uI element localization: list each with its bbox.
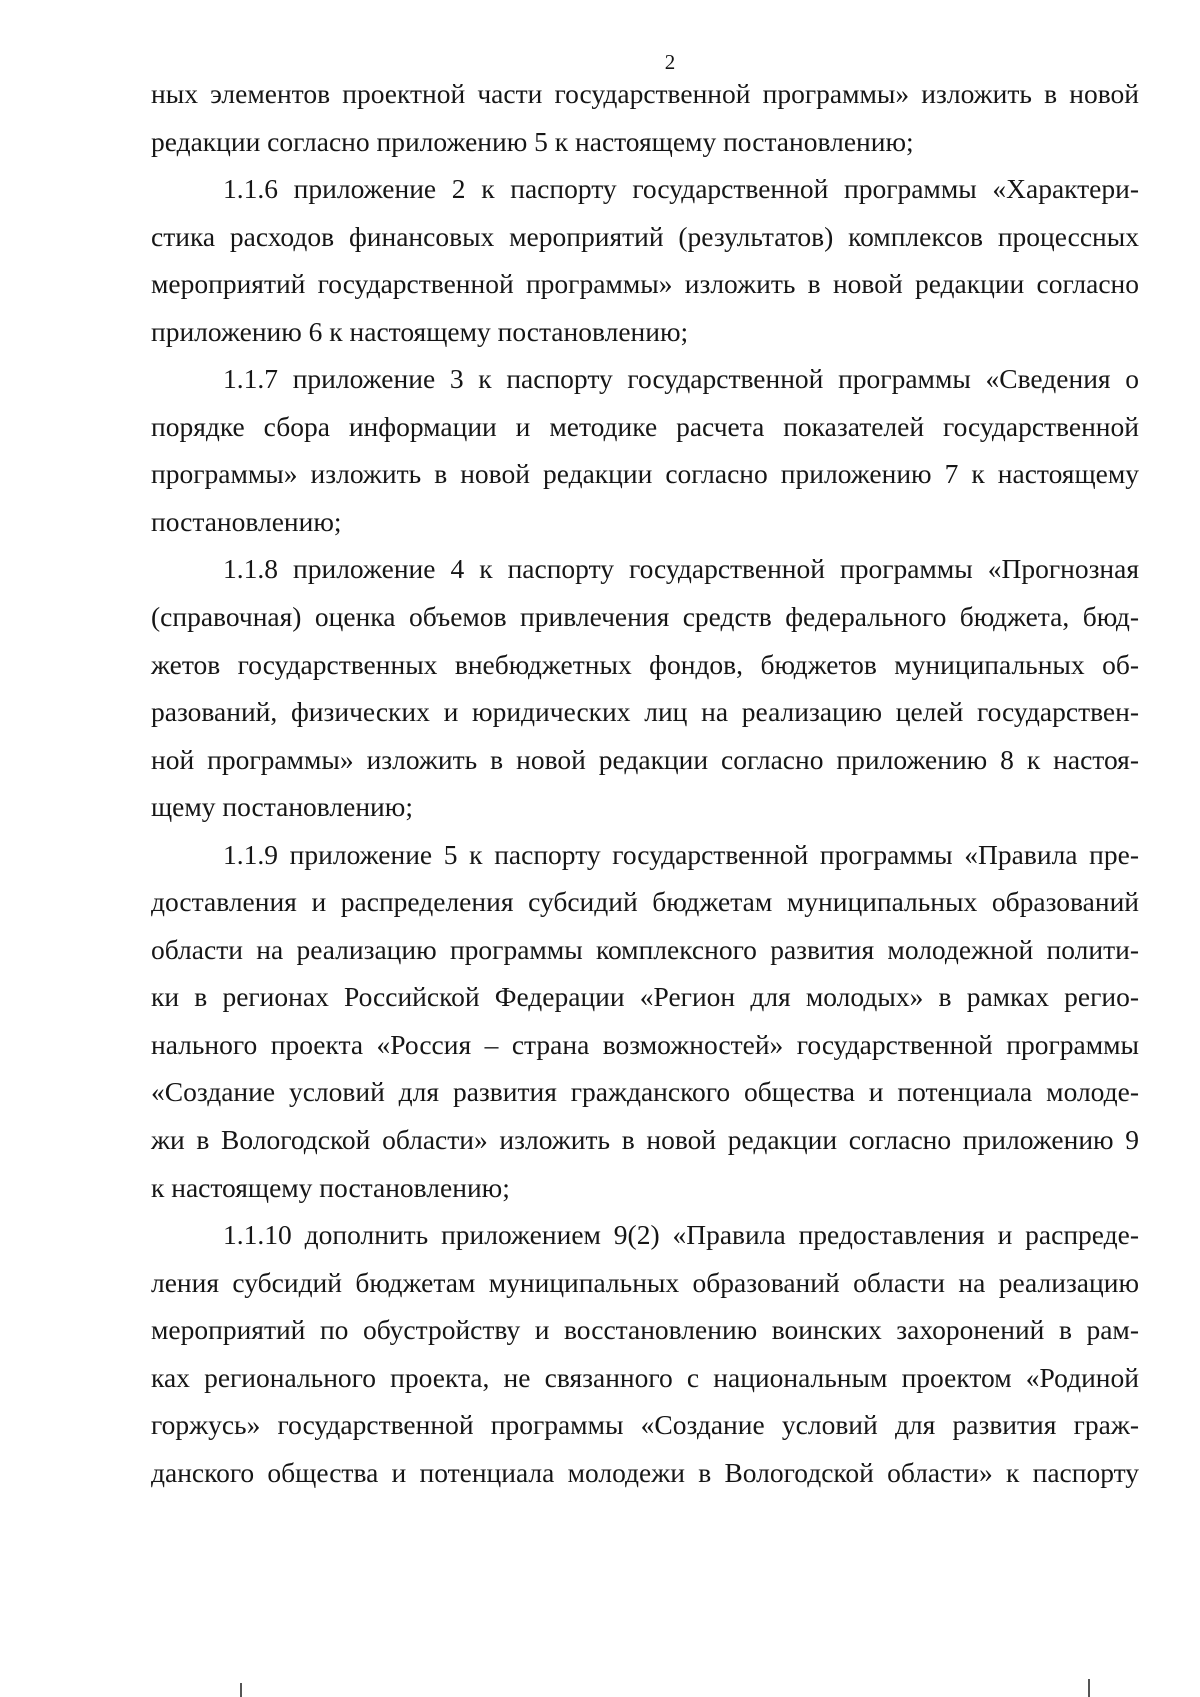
paragraph-first-line: 1.1.7 приложение 3 к паспорту государственной программы «Сведения о xyxy=(223,363,1139,395)
text-line: стика расходов финансовых мероприятий (результатов) комплексов процессных xyxy=(151,220,1139,252)
text-line: данского общества и потенциала молодежи в Вологодской области» к паспорту xyxy=(151,1456,1139,1488)
text-line: мероприятий по обустройству и восстановлению воинских захоронений в рам- xyxy=(151,1314,1139,1346)
text-line: к настоящему постановлению; xyxy=(151,1171,510,1203)
text-line: щему постановлению; xyxy=(151,791,413,823)
page-number: 2 xyxy=(664,50,676,74)
scan-mark xyxy=(240,1683,242,1697)
text-line: доставления и распределения субсидий бюджетам муниципальных образований xyxy=(151,886,1139,918)
document-body xyxy=(151,70,1139,1496)
text-line: горжусь» государственной программы «Создание условий для развития граж- xyxy=(151,1409,1139,1441)
paragraph-first-line: 1.1.8 приложение 4 к паспорту государственной программы «Прогнозная xyxy=(223,553,1139,585)
text-line: мероприятий государственной программы» изложить в новой редакции согласно xyxy=(151,268,1139,300)
scan-mark xyxy=(1088,1679,1090,1697)
text-line: жетов государственных внебюджетных фондов, бюджетов муниципальных об- xyxy=(151,648,1139,680)
paragraph-first-line: 1.1.10 дополнить приложением 9(2) «Правила предоставления и распреде- xyxy=(223,1219,1139,1251)
text-line: постановлению; xyxy=(151,505,342,537)
text-line: ках регионального проекта, не связанного с национальным проектом «Родиной xyxy=(151,1361,1139,1393)
paragraph-first-line: 1.1.6 приложение 2 к паспорту государственной программы «Характери- xyxy=(223,173,1139,205)
text-line: (справочная) оценка объемов привлечения средств федерального бюджета, бюд- xyxy=(151,601,1139,633)
text-line: области на реализацию программы комплексного развития молодежной полити- xyxy=(151,933,1139,965)
text-line: жи в Вологодской области» изложить в новой редакции согласно приложению 9 xyxy=(151,1124,1139,1156)
paragraph-first-line: 1.1.9 приложение 5 к паспорту государственной программы «Правила пре- xyxy=(223,838,1139,870)
text-line: ной программы» изложить в новой редакции согласно приложению 8 к настоя- xyxy=(151,743,1139,775)
text-line: ления субсидий бюджетам муниципальных образований области на реализацию xyxy=(151,1266,1139,1298)
text-line: ки в регионах Российской Федерации «Регион для молодых» в рамках регио- xyxy=(151,981,1139,1013)
text-line: редакции согласно приложению 5 к настоящему постановлению; xyxy=(151,125,914,157)
text-line: «Создание условий для развития гражданского общества и потенциала молоде- xyxy=(151,1076,1139,1108)
text-line: ных элементов проектной части государственной программы» изложить в новой xyxy=(151,78,1139,109)
text-line: разований, физических и юридических лиц на реализацию целей государствен- xyxy=(151,696,1139,728)
text-line: приложению 6 к настоящему постановлению; xyxy=(151,315,689,347)
text-line: программы» изложить в новой редакции согласно приложению 7 к настоящему xyxy=(151,458,1139,490)
text-line: порядке сбора информации и методике расчета показателей государственной xyxy=(151,410,1139,442)
text-line: нального проекта «Россия – страна возможностей» государственной программы xyxy=(151,1028,1139,1060)
